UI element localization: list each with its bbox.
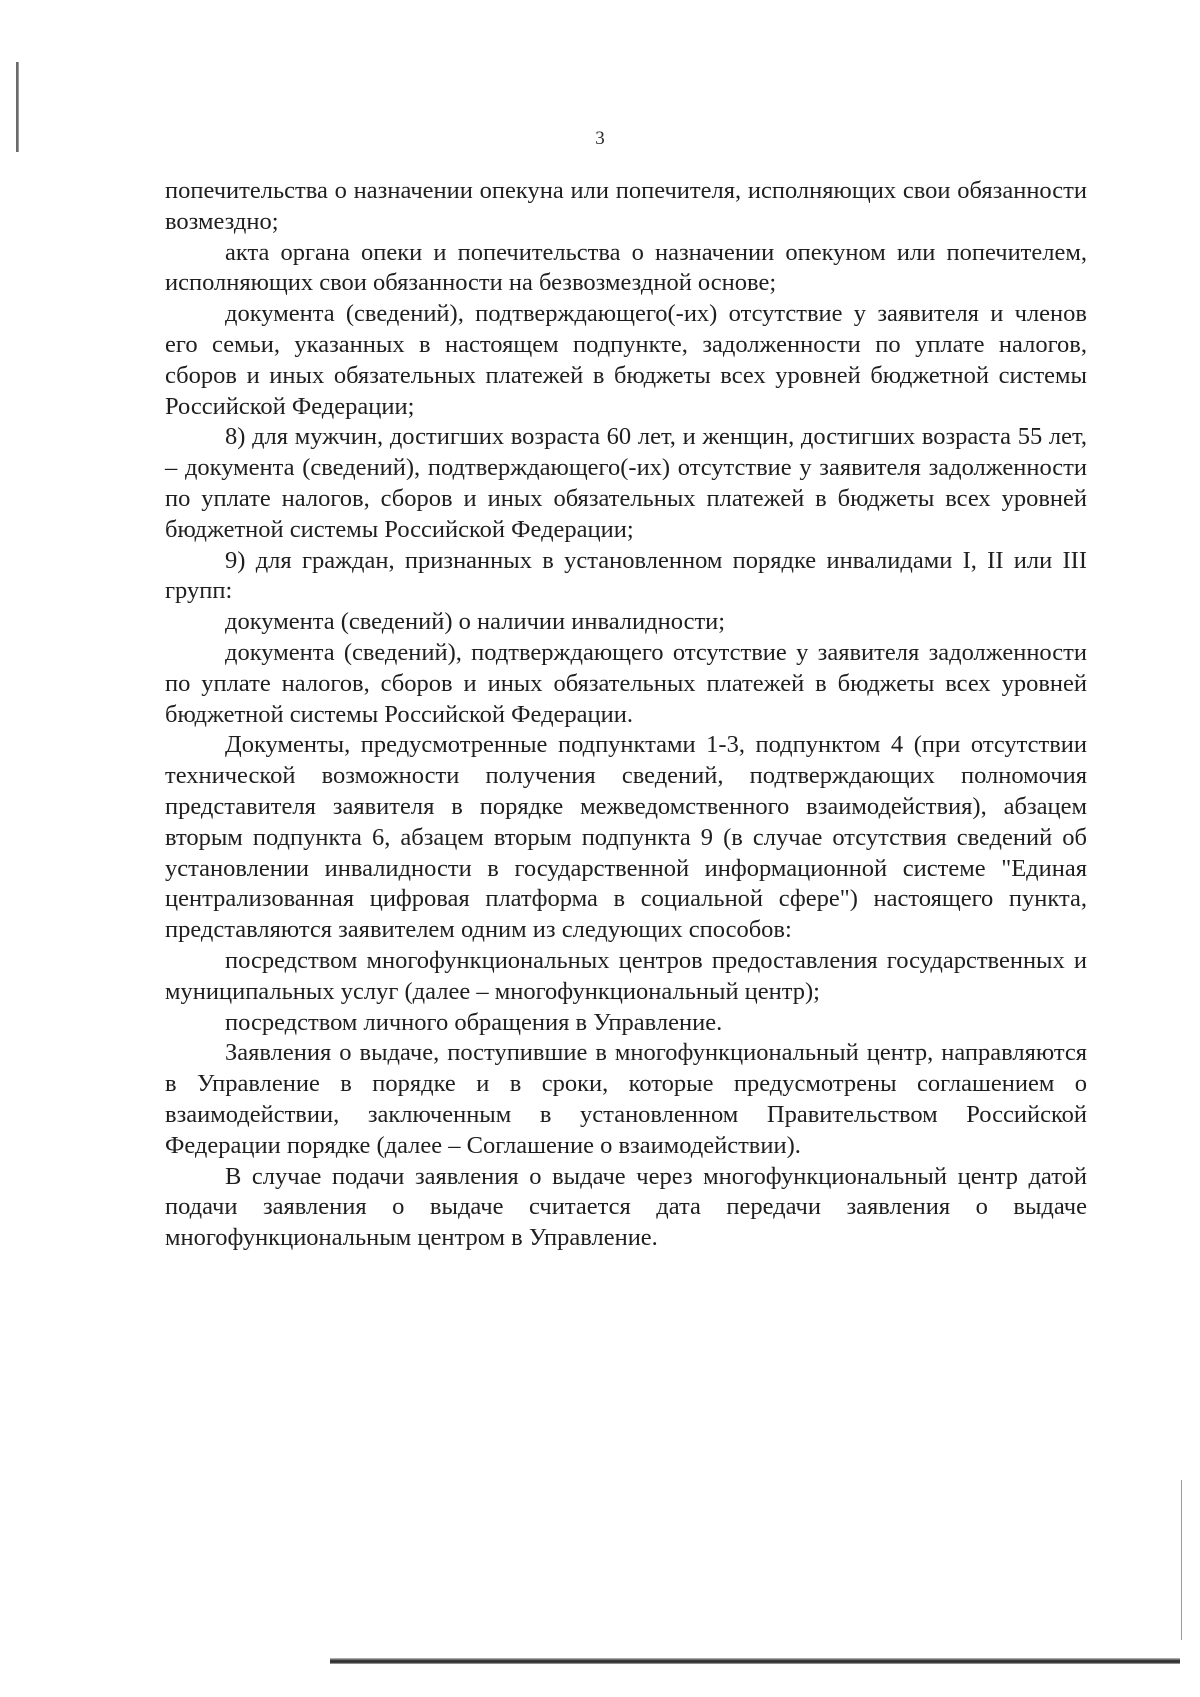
- scan-bottom-bar: [330, 1658, 1180, 1664]
- paragraph: акта органа опеки и попечительства о назначении опекуном или попечителем, исполняющих свои обязанности на безвозмездной основе;: [165, 238, 1087, 297]
- page-number: 3: [595, 128, 605, 149]
- paragraph: документа (сведений) о наличии инвалидности;: [225, 608, 726, 636]
- document-body: [165, 176, 1087, 1254]
- paragraph: документа (сведений), подтверждающего отсутствие у заявителя задолженности по уплате налогов, сборов и иных обязательных платежей в бюджеты всех уровней бюджетной системы Российской Федерации.: [165, 638, 1087, 728]
- paragraph: Документы, предусмотренные подпунктами 1-3, подпунктом 4 (при отсутствии технической возможности получения сведений, подтверждающих полномочия представителя заявителя в порядке межведомственного взаимодействия), абзацем вторым подпункта 6, абзацем вторым подпункта 9 (в случае отсутствия сведений об установлении инвалидности в государственной информационной системе "Единая централизованная цифровая платформа в социальной сфере") настоящего пункта, представляются заявителем одним из следующих способов:: [165, 731, 1087, 944]
- paragraph: документа (сведений), подтверждающего(-их) отсутствие у заявителя и членов его семьи, указанных в настоящем подпункте, задолженности по уплате налогов, сборов и иных обязательных платежей в бюджеты всех уровней бюджетной системы Российской Федерации;: [165, 300, 1087, 420]
- paragraph: В случае подачи заявления о выдаче через многофункциональный центр датой подачи заявления о выдаче считается дата передачи заявления о выдаче многофункциональным центром в Управление.: [165, 1162, 1087, 1252]
- paragraph: 8) для мужчин, достигших возраста 60 лет, и женщин, достигших возраста 55 лет, – документа (сведений), подтверждающего(-их) отсутствие у заявителя задолженности по уплате налогов, сборов и иных обязательных платежей в бюджеты всех уровней бюджетной системы Российской Федерации;: [165, 423, 1087, 543]
- paragraph: 9) для граждан, признанных в установленном порядке инвалидами I, II или III групп:: [165, 546, 1087, 605]
- paragraph: посредством личного обращения в Управление.: [225, 1008, 723, 1036]
- scan-edge-mark: [1181, 1480, 1182, 1640]
- paragraph: Заявления о выдаче, поступившие в многофункциональный центр, направляются в Управление в порядке и в сроки, которые предусмотрены соглашением о взаимодействии, заключенным в установленном Правительством Российской Федерации порядке (далее – Соглашение о взаимодействии).: [165, 1039, 1087, 1159]
- paragraph: попечительства о назначении опекуна или попечителя, исполняющих свои обязанности возмездно;: [165, 177, 1087, 235]
- paragraph: посредством многофункциональных центров предоставления государственных и муниципальных услуг (далее – многофункциональный центр);: [165, 946, 1087, 1005]
